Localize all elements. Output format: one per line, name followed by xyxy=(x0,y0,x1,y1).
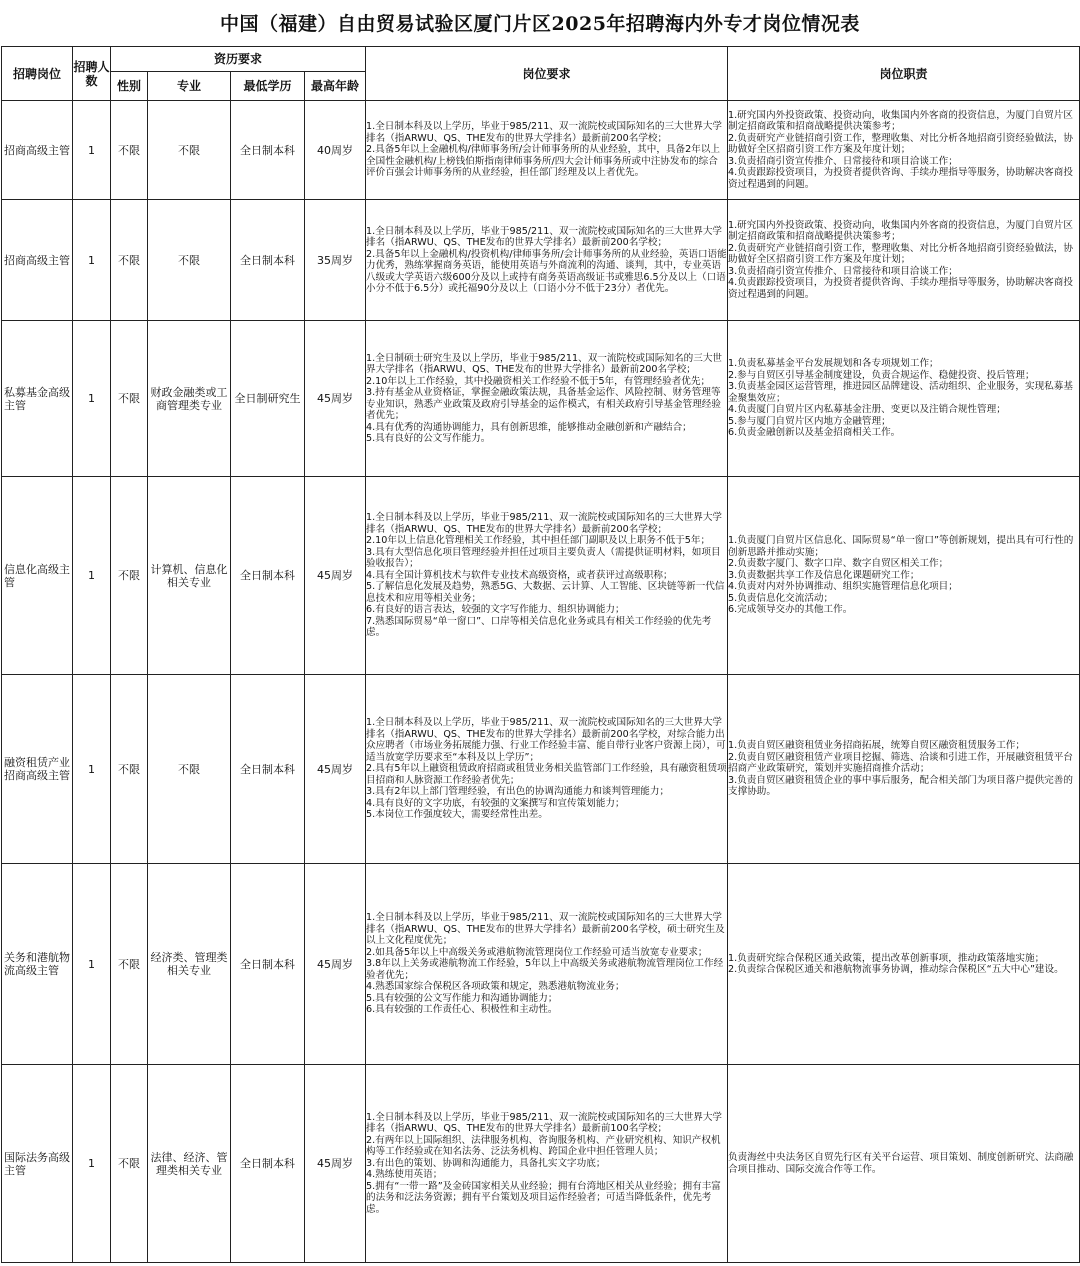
max-age-cell: 45周岁 xyxy=(305,675,366,864)
headcount-cell: 1 xyxy=(73,1065,111,1263)
duty-line: 1.负责研究综合保税区通关政策，提出改革创新事项，推动政策落地实施； xyxy=(728,952,1045,964)
requirements-cell xyxy=(366,1065,728,1263)
duty-line: 4.负责跟踪投资项目，为投资者提供咨询、手续办理指导等服务，协助解决客商投资过程遇到的问题。 xyxy=(728,167,1073,190)
requirement-line: 4.熟练使用英语； xyxy=(366,1169,443,1181)
max-age-cell: 40周岁 xyxy=(305,101,366,200)
duty-line: 负责海丝中央法务区自贸先行区有关平台运营、项目策划、制度创新研究、法商融合项目推动、国际交流合作等工作。 xyxy=(728,1152,1074,1175)
education-cell: 全日制本科 xyxy=(231,477,305,675)
table-row xyxy=(2,1065,1080,1263)
requirements-cell xyxy=(366,675,728,864)
duties-cell xyxy=(728,1065,1080,1263)
headcount-cell: 1 xyxy=(73,477,111,675)
duty-line: 5.负责信息化交流活动； xyxy=(728,592,834,604)
max-age-cell: 35周岁 xyxy=(305,200,366,321)
education-cell: 全日制本科 xyxy=(231,200,305,321)
position-cell: 招商高级主管 xyxy=(2,101,73,200)
headcount-cell: 1 xyxy=(73,321,111,477)
table-row xyxy=(2,477,1080,675)
duty-line: 1.研究国内外投资政策、投资动向，收集国内外客商的投资信息，为厦门自贸片区制定招商政策和招商战略提供决策参考； xyxy=(728,219,1073,243)
major-cell: 计算机、信息化相关专业 xyxy=(148,477,231,675)
duties-cell xyxy=(728,101,1080,200)
requirement-line: 1.全日制本科及以上学历，毕业于985/211、双一流院校或国际知名的三大世界大学排名（指ARWU、QS、THE发布的世界大学排名）最新前200名学校，对综合能力出众应聘者（市场业务拓展能力强、行业工作经验丰富、能自带行业客户资源上岗），可适当放宽学历要求至“本科及以上学历”； xyxy=(366,717,726,763)
table-row xyxy=(2,864,1080,1065)
duty-line: 3.负责数据共享工作及信息化课题研究工作； xyxy=(728,569,920,581)
duties-cell xyxy=(728,864,1080,1065)
duty-line: 3.负责基金园区运营管理，推进园区品牌建设、活动组织、企业服务，实现私募基金聚集效应； xyxy=(728,381,1073,404)
requirements-cell xyxy=(366,477,728,675)
requirement-line: 3.8年以上关务或港航物流工作经验，5年以上中高级关务或港航物流管理岗位工作经验者优先； xyxy=(366,958,724,981)
requirement-line: 2.具备5年以上金融机构/律师事务所/会计师事务所的从业经验，其中，具备2年以上全国性金融机构/上榜钱伯斯指南律师事务所/四大会计师事务所或中注协发布的综合评价百强会计师事务所的从业经验，担任部门经理及以上者优先。 xyxy=(366,144,721,179)
duty-line: 2.负责综合保税区通关和港航物流事务协调，推动综合保税区“五大中心”建设。 xyxy=(728,964,1064,975)
major-cell: 财政金融类或工商管理类专业 xyxy=(148,321,231,477)
duty-line: 4.负责跟踪投资项目，为投资者提供咨询、手续办理指导等服务，协助解决客商投资过程遇到的问题。 xyxy=(728,277,1073,300)
max-age-cell: 45周岁 xyxy=(305,864,366,1065)
requirement-line: 5.具有良好的公文写作能力。 xyxy=(366,433,491,444)
requirement-line: 5.了解信息化发展及趋势，熟悉5G、大数据、云计算、人工智能、区块链等新一代信息技术和应用等相关业务； xyxy=(366,581,725,604)
requirements-cell xyxy=(366,864,728,1065)
duty-line: 2.负责研究产业链招商引资工作，整理收集、对比分析各地招商引资经验做法，协助做好全区招商引资工作方案及年度计划； xyxy=(728,132,1073,156)
education-cell: 全日制研究生 xyxy=(231,321,305,477)
major-cell: 经济类、管理类相关专业 xyxy=(148,864,231,1065)
requirement-line: 3.持有基金从业资格证，掌握金融政策法规，具备基金运作、风险控制、财务管理等专业知识，熟悉产业政策及政府引导基金的运作模式，有相关政府引导基金管理经验者优先； xyxy=(366,387,721,421)
table-row xyxy=(2,200,1080,321)
requirement-line: 1.全日制本科及以上学历，毕业于985/211、双一流院校或国际知名的三大世界大学排名（指ARWU、QS、THE发布的世界大学排名）最新前200名学校； xyxy=(366,225,723,248)
page-title: 中国（福建）自由贸易试验区厦门片区2025年招聘海内外专才岗位情况表 xyxy=(220,13,860,35)
requirement-line: 2.具备5年以上金融机构/投资机构/律师事务所/会计师事务所的从业经验，英语口语能力优秀，熟练掌握商务英语，能使用英语与外商流利的沟通、谈判，其中，专业英语八级或大学英语六级600分及以上或持有商务英语高级证书或雅思6.5分及以上（口语小分不低于6.5分）或托福90分及以上（口语小分不低于23分）者优先。 xyxy=(366,248,727,294)
major-cell: 不限 xyxy=(148,101,231,200)
requirement-line: 3.具有2年以上部门管理经验，有出色的协调沟通能力和谈判管理能力； xyxy=(366,786,670,798)
requirement-line: 2.10年以上信息化管理相关工作经验，其中担任部门副职及以上职务不低于5年； xyxy=(366,535,711,547)
table-row xyxy=(2,321,1080,477)
duty-line: 3.负责招商引资宣传推介、日常接待和项目洽谈工作； xyxy=(728,265,958,277)
requirement-line: 1.全日制本科及以上学历，毕业于985/211、双一流院校或国际知名的三大世界大学排名（指ARWU、QS、THE发布的世界大学排名）最新前200名学校； xyxy=(366,121,723,144)
major-cell: 不限 xyxy=(148,200,231,321)
major-cell: 法律、经济、管理类相关专业 xyxy=(148,1065,231,1263)
requirements-cell xyxy=(366,200,728,321)
education-cell: 全日制本科 xyxy=(231,864,305,1065)
requirement-line: 5.具有较强的公文写作能力和沟通协调能力； xyxy=(366,992,558,1004)
requirement-line: 6.有良好的语言表达，较强的文字写作能力、组织协调能力； xyxy=(366,604,625,616)
requirement-line: 3.有出色的策划、协调和沟通能力，具备扎实文字功底； xyxy=(366,1157,606,1169)
duty-line: 6.负责金融创新以及基金招商相关工作。 xyxy=(728,427,901,439)
requirement-line: 5.拥有“一带一路”及金砖国家相关从业经验；拥有台湾地区相关从业经验；拥有丰富的法务和泛法务资源；拥有平台策划及项目运作经验者；可适当降低条件，优先考虑。 xyxy=(366,1180,721,1215)
duties-cell xyxy=(728,675,1080,864)
duty-line: 3.负责自贸区融资租赁企业的事中事后服务，配合相关部门为项目落户提供完善的支撑协助。 xyxy=(728,774,1073,798)
headcount-cell: 1 xyxy=(73,200,111,321)
duty-line: 1.研究国内外投资政策、投资动向，收集国内外客商的投资信息，为厦门自贸片区制定招商政策和招商战略提供决策参考； xyxy=(728,109,1073,133)
duty-line: 1.负责厦门自贸片区信息化、国际贸易“单一窗口”等创新规划，提出具有可行性的创新思路并推动实施； xyxy=(728,535,1074,558)
duty-line: 5.参与厦门自贸片区内地方金融管理； xyxy=(728,415,891,427)
header-max-age: 最高年龄 xyxy=(305,72,366,101)
duty-line: 2.负责研究产业链招商引资工作，整理收集、对比分析各地招商引资经验做法，协助做好全区招商引资工作方案及年度计划； xyxy=(728,242,1073,266)
education-cell: 全日制本科 xyxy=(231,675,305,864)
requirement-line: 2.有两年以上国际组织、法律服务机构、咨询服务机构、产业研究机构、知识产权机构等工作经验或在知名法务、泛法务机构、跨国企业中担任管理人员； xyxy=(366,1134,721,1158)
major-cell: 不限 xyxy=(148,675,231,864)
max-age-cell: 45周岁 xyxy=(305,1065,366,1263)
duty-line: 3.负责招商引资宣传推介、日常接待和项目洽谈工作； xyxy=(728,155,958,167)
position-cell: 招商高级主管 xyxy=(2,200,73,321)
duty-line: 4.负责厦门自贸片区内私募基金注册、变更以及注销合规性管理； xyxy=(728,404,1006,416)
gender-cell: 不限 xyxy=(111,200,148,321)
requirement-line: 1.全日制本科及以上学历，毕业于985/211、双一流院校或国际知名的三大世界大学排名（指ARWU、QS、THE发布的世界大学排名）最新前200名学校； xyxy=(366,512,723,535)
duty-line: 2.负责自贸区融资租赁产业项目挖掘、筛选、洽谈和引进工作，开展融资租赁平台招商产业政策研究，策划并实施招商推介活动； xyxy=(728,751,1073,775)
table-row xyxy=(2,675,1080,864)
requirement-line: 7.熟悉国际贸易“单一窗口”、口岸等相关信息化业务或具有相关工作经验的优先考虑。 xyxy=(366,615,712,639)
gender-cell: 不限 xyxy=(111,1065,148,1263)
requirement-line: 1.全日制本科及以上学历，毕业于985/211、双一流院校或国际知名的三大世界大学排名（指ARWU、QS、THE发布的世界大学排名）最新前200名学校，硕士研究生及以上文化程度优先； xyxy=(366,912,725,947)
position-cell: 私募基金高级主管 xyxy=(2,321,73,477)
gender-cell: 不限 xyxy=(111,321,148,477)
requirement-line: 2.具有5年以上融资租赁政府招商或租赁业务相关监管部门工作经验，具有融资租赁项目招商和人脉资源工作经验者优先； xyxy=(366,763,727,786)
headcount-cell: 1 xyxy=(73,101,111,200)
headcount-cell: 1 xyxy=(73,675,111,864)
duty-line: 2.参与自贸区引导基金制度建设，负责合规运作、稳健投资、投后管理； xyxy=(728,369,1035,381)
header-requirements: 岗位要求 xyxy=(366,47,728,101)
duties-cell xyxy=(728,477,1080,675)
gender-cell: 不限 xyxy=(111,864,148,1065)
requirement-line: 4.具有良好的文字功底，有较强的文案撰写和宣传策划能力； xyxy=(366,797,625,809)
position-cell: 国际法务高级主管 xyxy=(2,1065,73,1263)
header-headcount: 招聘人数 xyxy=(73,47,111,101)
requirement-line: 4.具有全国计算机技术与软件专业技术高级资格，或者获评过高级职称； xyxy=(366,569,673,581)
duty-line: 4.负责对内对外协调推动、组织实施管理信息化项目； xyxy=(728,581,958,593)
requirement-line: 1.全日制本科及以上学历，毕业于985/211、双一流院校或国际知名的三大世界大学排名（指ARWU、QS、THE发布的世界大学排名）最新前100名学校； xyxy=(366,1111,723,1135)
requirements-cell xyxy=(366,321,728,477)
duties-cell xyxy=(728,200,1080,321)
header-min-education: 最低学历 xyxy=(231,72,305,101)
duty-line: 1.负责自贸区融资租赁业务招商拓展，统筹自贸区融资租赁服务工作； xyxy=(728,740,1025,752)
requirements-cell xyxy=(366,101,728,200)
header-duties: 岗位职责 xyxy=(728,47,1080,101)
header-position: 招聘岗位 xyxy=(2,47,73,101)
max-age-cell: 45周岁 xyxy=(305,477,366,675)
duty-line: 1.负责私募基金平台发展规划和各专项规划工作； xyxy=(728,358,939,370)
requirement-line: 6.具有较强的工作责任心、积极性和主动性。 xyxy=(366,1004,558,1016)
education-cell: 全日制本科 xyxy=(231,101,305,200)
position-cell: 融资租赁产业招商高级主管 xyxy=(2,675,73,864)
gender-cell: 不限 xyxy=(111,101,148,200)
requirement-line: 3.具有大型信息化项目管理经验并担任过项目主要负责人（需提供证明材料，如项目验收报告）； xyxy=(366,546,721,570)
education-cell: 全日制本科 xyxy=(231,1065,305,1263)
requirement-line: 1.全日制硕士研究生及以上学历，毕业于985/211、双一流院校或国际知名的三大世界大学排名（指ARWU、QS、THE发布的世界大学排名）最新前200名学校； xyxy=(366,352,723,375)
duty-line: 2.负责数字厦门、数字口岸、数字自贸区相关工作； xyxy=(728,558,949,570)
duties-cell xyxy=(728,321,1080,477)
gender-cell: 不限 xyxy=(111,675,148,864)
recruitment-table xyxy=(1,46,1080,1263)
requirement-line: 4.具有优秀的沟通协调能力，具有创新思维，能够推动金融创新和产融结合； xyxy=(366,421,692,433)
requirement-line: 5.本岗位工作强度较大，需要经常性出差。 xyxy=(366,809,548,821)
position-cell: 关务和港航物流高级主管 xyxy=(2,864,73,1065)
header-qualifications: 资历要求 xyxy=(111,47,366,72)
header-major: 专业 xyxy=(148,72,231,101)
max-age-cell: 45周岁 xyxy=(305,321,366,477)
gender-cell: 不限 xyxy=(111,477,148,675)
duty-line: 6.完成领导交办的其他工作。 xyxy=(728,604,853,616)
requirement-line: 2.10年以上工作经验，其中投融资相关工作经验不低于5年，有管理经验者优先； xyxy=(366,375,711,387)
requirement-line: 2.如具备5年以上中高级关务或港航物流管理岗位工作经验可适当放宽专业要求； xyxy=(366,946,708,958)
table-row xyxy=(2,101,1080,200)
header-gender: 性别 xyxy=(111,72,148,101)
position-cell: 信息化高级主管 xyxy=(2,477,73,675)
requirement-line: 4.熟悉国家综合保税区各项政策和规定，熟悉港航物流业务； xyxy=(366,981,625,993)
headcount-cell: 1 xyxy=(73,864,111,1065)
